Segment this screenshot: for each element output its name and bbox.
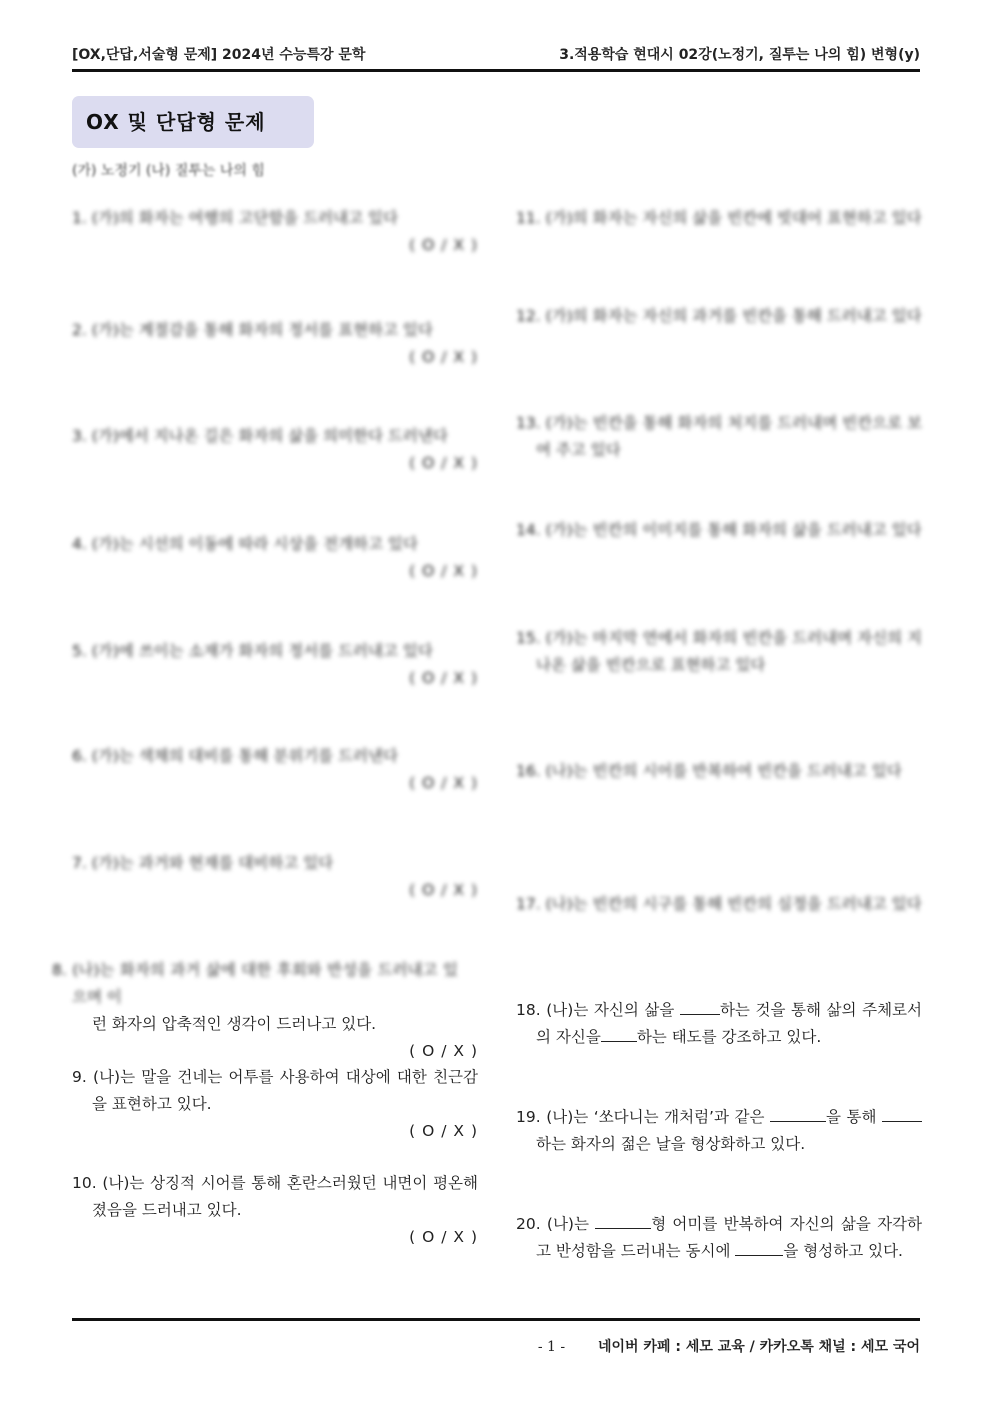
answer-blank[interactable] [680, 998, 720, 1015]
question-20 [516, 1211, 922, 1265]
question-number: 13. [516, 414, 541, 432]
question-text: (나)는 [546, 1215, 596, 1233]
question-text: (가)의 화자는 자신의 과거를 빈칸을 통해 드러내고 있다 [545, 307, 922, 325]
question-number: 10. [72, 1174, 97, 1192]
question-12 [516, 303, 922, 330]
ox-choice[interactable]: ( O / X ) [409, 236, 478, 254]
question-16 [516, 758, 922, 785]
question-number: 7. [72, 854, 87, 872]
question-10 [72, 1170, 478, 1251]
question-number: 8. [52, 961, 67, 979]
question-number: 15. [516, 629, 541, 647]
question-9 [72, 1064, 478, 1145]
ox-choice[interactable]: ( O / X ) [409, 1228, 478, 1246]
ox-choice[interactable]: ( O / X ) [409, 1042, 478, 1060]
answer-blank[interactable] [595, 1212, 651, 1229]
question-number: 17. [516, 895, 541, 913]
question-text: 하는 태도를 강조하고 있다. [636, 1028, 822, 1046]
question-number: 16. [516, 762, 541, 780]
section-subtitle: (가) 노정기 (나) 질투는 나의 힘 [72, 163, 265, 179]
question-text: (나)는 자신의 삶을 [546, 1001, 680, 1019]
question-text: (가)는 계절감을 통해 화자의 정서를 표현하고 있다 [91, 321, 433, 339]
question-14 [516, 517, 922, 544]
answer-blank[interactable] [770, 1105, 826, 1122]
question-text-continued: 런 화자의 압축적인 생각이 드러나고 있다. [92, 1015, 377, 1033]
question-text: (나)는 ‘쏘다니는 개처럼’과 같은 [546, 1108, 770, 1126]
question-text: (나)는 말을 건네는 어투를 사용하여 대상에 대한 친근감을 표현하고 있다. [92, 1068, 478, 1113]
question-7 [72, 850, 478, 904]
footer-text: 네이버 카페 : 세모 교육 / 카카오톡 채널 : 세모 국어 [597, 1339, 920, 1355]
question-number: 11. [516, 209, 541, 227]
question-text: (나)는 빈칸의 시어를 반복하여 빈칸을 드러내고 있다 [545, 762, 902, 780]
question-number: 12. [516, 307, 541, 325]
page-number: - 1 - [537, 1339, 566, 1355]
question-text: (나)는 상징적 시어를 통해 혼란스러웠던 내면이 평온해졌음을 드러내고 있다. [92, 1174, 478, 1219]
question-text: (가)는 빈칸의 이미지를 통해 화자의 삶을 드러내고 있다 [545, 521, 922, 539]
question-text: (가)는 마지막 연에서 화자의 빈칸을 드러내며 자신의 지나온 삶을 빈칸으로 표현하고 있다 [536, 629, 922, 674]
ox-choice[interactable]: ( O / X ) [409, 454, 478, 472]
header-left-title: [OX,단답,서술형 문제] 2024년 수능특강 문학 [72, 47, 366, 63]
question-number: 14. [516, 521, 541, 539]
section-title: OX 및 단답형 문제 [72, 96, 314, 148]
question-text: (가)는 시선의 이동에 따라 시상을 전개하고 있다 [91, 535, 418, 553]
question-text: (나)는 빈칸의 시구를 통해 빈칸의 심정을 드러내고 있다 [545, 895, 922, 913]
question-text: 하는 것을 통해 삶의 주체로서의 자신을 [536, 1001, 922, 1046]
question-text: (가)에 쓰이는 소재가 화자의 정서를 드러내고 있다 [91, 642, 433, 660]
question-text: 형 어미를 반복하여 자신의 삶을 자각하고 반성함을 드러내는 동시에 [536, 1215, 922, 1260]
question-text: 을 통해 [825, 1108, 882, 1126]
header-right-title: 3.적용학습 현대시 02강(노정기, 질투는 나의 힘) 변형(y) [559, 47, 920, 63]
question-number: 3. [72, 427, 87, 445]
ox-choice[interactable]: ( O / X ) [409, 562, 478, 580]
question-1 [72, 205, 478, 259]
ox-choice[interactable]: ( O / X ) [409, 669, 478, 687]
question-number: 18. [516, 1001, 541, 1019]
question-17 [516, 891, 922, 918]
question-number: 5. [72, 642, 87, 660]
question-19 [516, 1104, 922, 1158]
ox-choice[interactable]: ( O / X ) [409, 348, 478, 366]
question-2 [72, 317, 478, 371]
question-number: 6. [72, 747, 87, 765]
question-number: 20. [516, 1215, 541, 1233]
question-6 [72, 743, 478, 797]
question-number: 1. [72, 209, 87, 227]
question-text: (나)는 화자의 과거 삶에 대한 후회와 반성을 드러내고 있으며 이 [72, 961, 458, 1006]
question-text: (가)는 과거와 현재를 대비하고 있다 [91, 854, 334, 872]
question-text: (가)는 색채의 대비를 통해 분위기를 드러낸다 [91, 747, 398, 765]
question-number: 9. [72, 1068, 87, 1086]
question-13 [516, 410, 922, 464]
footer-rule [72, 1318, 920, 1321]
question-11 [516, 205, 922, 232]
question-text: 을 형성하고 있다. [783, 1242, 903, 1260]
answer-blank[interactable] [601, 1025, 637, 1042]
question-text: 하는 화자의 젊은 날을 형상화하고 있다. [536, 1135, 806, 1153]
page-header [72, 44, 920, 66]
question-number: 19. [516, 1108, 541, 1126]
answer-blank[interactable] [735, 1239, 783, 1256]
page-footer [538, 1336, 920, 1356]
ox-choice[interactable]: ( O / X ) [409, 881, 478, 899]
question-3 [72, 423, 478, 477]
question-5 [72, 638, 478, 692]
question-text: (가)의 화자는 자신의 삶을 빈칸에 빗대어 표현하고 있다 [545, 209, 922, 227]
header-rule [72, 69, 920, 72]
question-number: 2. [72, 321, 87, 339]
question-15 [516, 625, 922, 679]
question-text: (가)의 화자는 여행의 고단함을 드러내고 있다 [91, 209, 398, 227]
ox-choice[interactable]: ( O / X ) [409, 774, 478, 792]
question-8 [52, 957, 478, 1065]
question-text: (가)는 빈칸을 통해 화자의 처지를 드러내며 빈칸으로 보여 주고 있다 [536, 414, 922, 459]
question-18 [516, 997, 922, 1051]
question-4 [72, 531, 478, 585]
ox-choice[interactable]: ( O / X ) [409, 1122, 478, 1140]
question-text: (가)에서 지나온 길은 화자의 삶을 의미한다 드러낸다 [91, 427, 448, 445]
answer-blank[interactable] [882, 1105, 922, 1122]
question-number: 4. [72, 535, 87, 553]
